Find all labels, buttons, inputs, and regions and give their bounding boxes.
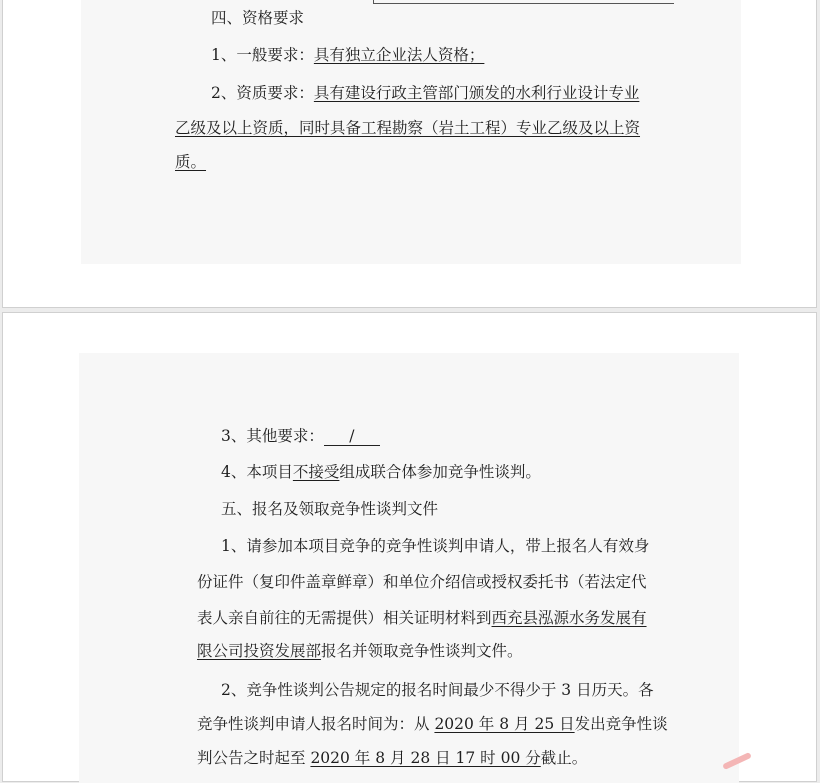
text-span: 竞争性谈判申请人报名时间为：从 <box>197 715 435 733</box>
text-span: 判公告之时起至 <box>197 749 311 767</box>
emphasis-text: 不接受 <box>292 463 340 481</box>
document-page-2 <box>2 312 817 782</box>
requirement-label: 3、其他要求： <box>221 427 324 445</box>
paragraph-line <box>197 607 647 629</box>
start-date: 2020 年 8 月 25 日 <box>434 715 575 733</box>
paragraph-line: 1、请参加本项目竞争的竞争性谈判申请人，带上报名人有效身 <box>221 537 650 555</box>
document-page-1 <box>2 0 817 308</box>
requirement-value: 具有建设行政主管部门颁发的水利行业设计专业 <box>313 84 640 102</box>
text-span: 表人亲自前往的无需提供）相关证明材料到 <box>197 609 492 627</box>
requirement-value: 具有独立企业法人资格； <box>313 46 485 64</box>
section-heading-registration: 五、报名及领取竞争性谈判文件 <box>221 500 439 518</box>
requirement-other <box>221 425 380 447</box>
requirement-general <box>211 44 484 66</box>
end-date: 2020 年 8 月 28 日 17 时 00 分 <box>310 749 541 767</box>
text-span: 截止。 <box>540 749 588 767</box>
paragraph-line: 2、竞争性谈判公告规定的报名时间最少不得少于 3 日历天。各 <box>221 681 654 699</box>
paragraph-line <box>197 713 668 735</box>
paragraph-line <box>197 747 587 769</box>
organization-name: 西充县泓源水务发展有 <box>491 609 647 627</box>
organization-name: 限公司投资发展部 <box>197 642 322 660</box>
paragraph-line <box>197 640 523 662</box>
requirement-consortium <box>221 461 541 483</box>
requirement-label: 2、资质要求： <box>211 84 314 102</box>
requirement-qualification <box>211 82 639 104</box>
requirement-label: 1、一般要求： <box>211 46 314 64</box>
requirement-value: / <box>324 427 380 446</box>
paragraph-line: 份证件（复印件盖章鲜章）和单位介绍信或授权委托书（若法定代 <box>197 573 647 591</box>
table-border-fragment <box>373 0 674 4</box>
text-span: 发出竞争性谈 <box>574 715 668 733</box>
requirement-value-line: 乙级及以上资质，同时具备工程勘察（岩土工程）专业乙级及以上资 <box>175 119 641 137</box>
text-span: 报名并领取竞争性谈判文件。 <box>321 642 523 660</box>
text-span: 组成联合体参加竞争性谈判。 <box>339 463 541 481</box>
requirement-value-line: 质。 <box>175 153 207 171</box>
section-heading-qualifications: 四、资格要求 <box>211 9 305 27</box>
text-span: 4、本项目 <box>221 463 293 481</box>
